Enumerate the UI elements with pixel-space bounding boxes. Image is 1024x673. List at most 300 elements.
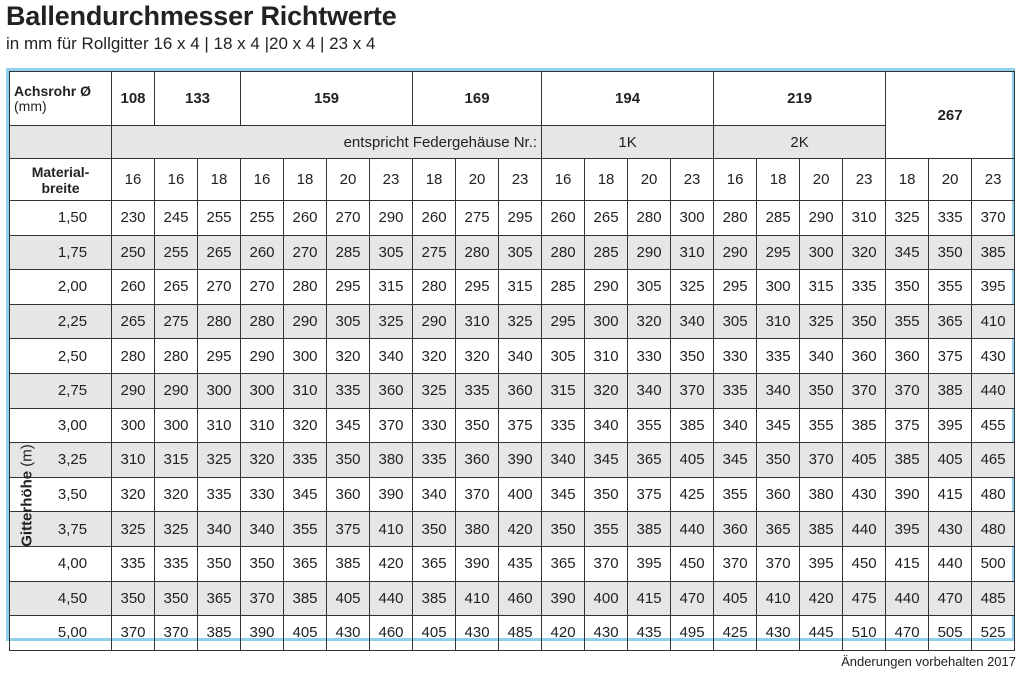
value-cell: 290 — [628, 235, 671, 270]
value-cell: 390 — [886, 477, 929, 512]
value-cell: 420 — [800, 581, 843, 616]
diameter-194: 194 — [542, 72, 714, 126]
value-cell: 375 — [628, 477, 671, 512]
housing-2k: 2K — [714, 126, 886, 159]
side-label — [19, 426, 36, 566]
value-cell: 320 — [284, 408, 327, 443]
footer-note: Änderungen vorbehalten 2017 — [841, 654, 1016, 669]
value-cell: 355 — [585, 512, 628, 547]
value-cell: 335 — [757, 339, 800, 374]
value-cell: 405 — [671, 443, 714, 478]
height-cell: 3,50 — [10, 477, 112, 512]
value-cell: 440 — [972, 373, 1015, 408]
value-cell: 310 — [843, 201, 886, 236]
value-cell: 415 — [886, 546, 929, 581]
value-cell: 310 — [241, 408, 284, 443]
value-cell: 495 — [671, 616, 714, 651]
table-row — [10, 373, 1015, 408]
value-cell: 450 — [843, 546, 886, 581]
material-label-2: breite — [41, 179, 80, 196]
value-cell: 485 — [499, 616, 542, 651]
value-cell: 450 — [671, 546, 714, 581]
value-cell: 295 — [757, 235, 800, 270]
value-cell: 350 — [456, 408, 499, 443]
value-cell: 300 — [155, 408, 198, 443]
value-cell: 320 — [112, 477, 155, 512]
table-row — [10, 235, 1015, 270]
height-cell: 3,25 — [10, 443, 112, 478]
value-cell: 440 — [843, 512, 886, 547]
value-cell: 300 — [112, 408, 155, 443]
value-cell: 350 — [843, 304, 886, 339]
width-cell: 18 — [198, 159, 241, 201]
value-cell: 335 — [413, 443, 456, 478]
value-cell: 320 — [155, 477, 198, 512]
value-cell: 335 — [112, 546, 155, 581]
header-row-housing — [10, 126, 1015, 159]
value-cell: 260 — [542, 201, 585, 236]
width-cell: 16 — [542, 159, 585, 201]
value-cell: 320 — [413, 339, 456, 374]
value-cell: 430 — [929, 512, 972, 547]
value-cell: 385 — [327, 546, 370, 581]
value-cell: 340 — [370, 339, 413, 374]
value-cell: 325 — [155, 512, 198, 547]
header-row-diameter — [10, 72, 1015, 126]
value-cell: 320 — [241, 443, 284, 478]
value-cell: 260 — [241, 235, 284, 270]
value-cell: 355 — [714, 477, 757, 512]
width-cell: 20 — [327, 159, 370, 201]
value-cell: 275 — [155, 304, 198, 339]
value-cell: 380 — [370, 443, 413, 478]
value-cell: 305 — [542, 339, 585, 374]
value-cell: 300 — [284, 339, 327, 374]
value-cell: 370 — [456, 477, 499, 512]
value-cell: 305 — [628, 270, 671, 305]
value-cell: 370 — [886, 373, 929, 408]
value-cell: 275 — [456, 201, 499, 236]
width-cell: 16 — [155, 159, 198, 201]
value-cell: 360 — [456, 443, 499, 478]
value-cell: 325 — [499, 304, 542, 339]
value-cell: 440 — [929, 546, 972, 581]
value-cell: 315 — [155, 443, 198, 478]
value-cell: 345 — [585, 443, 628, 478]
value-cell: 395 — [929, 408, 972, 443]
value-cell: 350 — [800, 373, 843, 408]
value-cell: 480 — [972, 512, 1015, 547]
value-cell: 475 — [843, 581, 886, 616]
height-cell: 2,25 — [10, 304, 112, 339]
value-cell: 280 — [155, 339, 198, 374]
value-cell: 345 — [714, 443, 757, 478]
value-cell: 465 — [972, 443, 1015, 478]
value-cell: 350 — [585, 477, 628, 512]
height-cell: 2,50 — [10, 339, 112, 374]
value-cell: 320 — [843, 235, 886, 270]
value-cell: 295 — [499, 201, 542, 236]
value-cell: 365 — [757, 512, 800, 547]
corner-label: Achsrohr Ø — [14, 82, 92, 99]
side-label-text: Gitterhöhe — [18, 470, 36, 547]
height-cell: 3,75 — [10, 512, 112, 547]
value-cell: 290 — [112, 373, 155, 408]
value-cell: 300 — [241, 373, 284, 408]
value-cell: 280 — [241, 304, 284, 339]
value-cell: 310 — [112, 443, 155, 478]
value-cell: 335 — [155, 546, 198, 581]
value-cell: 375 — [886, 408, 929, 443]
value-cell: 435 — [499, 546, 542, 581]
value-cell: 280 — [413, 270, 456, 305]
height-cell: 1,75 — [10, 235, 112, 270]
value-cell: 305 — [499, 235, 542, 270]
housing-label: entspricht Federgehäuse Nr.: — [112, 126, 542, 159]
value-cell: 410 — [370, 512, 413, 547]
value-cell: 285 — [542, 270, 585, 305]
value-cell: 310 — [456, 304, 499, 339]
value-cell: 290 — [585, 270, 628, 305]
value-cell: 345 — [542, 477, 585, 512]
value-cell: 335 — [456, 373, 499, 408]
value-cell: 330 — [628, 339, 671, 374]
page-title: Ballendurchmesser Richtwerte — [6, 1, 397, 31]
value-cell: 350 — [155, 581, 198, 616]
value-cell: 360 — [757, 477, 800, 512]
table-row — [10, 201, 1015, 236]
value-cell: 430 — [327, 616, 370, 651]
value-cell: 365 — [413, 546, 456, 581]
value-cell: 400 — [499, 477, 542, 512]
value-cell: 470 — [671, 581, 714, 616]
value-cell: 370 — [714, 546, 757, 581]
value-cell: 265 — [198, 235, 241, 270]
value-cell: 385 — [284, 581, 327, 616]
value-cell: 280 — [112, 339, 155, 374]
value-cell: 415 — [628, 581, 671, 616]
value-cell: 340 — [499, 339, 542, 374]
value-cell: 390 — [370, 477, 413, 512]
value-cell: 410 — [757, 581, 800, 616]
value-cell: 510 — [843, 616, 886, 651]
value-cell: 410 — [456, 581, 499, 616]
value-cell: 325 — [886, 201, 929, 236]
value-cell: 385 — [671, 408, 714, 443]
value-cell: 325 — [671, 270, 714, 305]
value-cell: 360 — [499, 373, 542, 408]
height-cell: 4,50 — [10, 581, 112, 616]
value-cell: 290 — [800, 201, 843, 236]
value-cell: 335 — [284, 443, 327, 478]
value-cell: 340 — [542, 443, 585, 478]
value-cell: 335 — [714, 373, 757, 408]
value-cell: 390 — [241, 616, 284, 651]
value-cell: 340 — [671, 304, 714, 339]
width-cell: 23 — [671, 159, 714, 201]
diameter-133: 133 — [155, 72, 241, 126]
value-cell: 430 — [456, 616, 499, 651]
value-cell: 340 — [241, 512, 284, 547]
width-cell: 18 — [284, 159, 327, 201]
value-cell: 425 — [714, 616, 757, 651]
value-cell: 395 — [628, 546, 671, 581]
value-cell: 260 — [112, 270, 155, 305]
value-cell: 400 — [585, 581, 628, 616]
value-cell: 345 — [886, 235, 929, 270]
value-cell: 385 — [972, 235, 1015, 270]
value-cell: 290 — [413, 304, 456, 339]
value-cell: 390 — [499, 443, 542, 478]
table-frame — [6, 68, 1015, 641]
value-cell: 405 — [843, 443, 886, 478]
value-cell: 245 — [155, 201, 198, 236]
value-cell: 370 — [155, 616, 198, 651]
value-cell: 350 — [198, 546, 241, 581]
width-cell: 20 — [628, 159, 671, 201]
corner-cell — [10, 72, 112, 126]
material-width-label — [10, 159, 112, 201]
value-cell: 345 — [284, 477, 327, 512]
value-cell: 290 — [155, 373, 198, 408]
height-cell: 4,00 — [10, 546, 112, 581]
value-cell: 290 — [714, 235, 757, 270]
width-cell: 18 — [886, 159, 929, 201]
value-cell: 440 — [671, 512, 714, 547]
value-cell: 355 — [800, 408, 843, 443]
value-cell: 385 — [198, 616, 241, 651]
value-cell: 390 — [456, 546, 499, 581]
value-cell: 325 — [370, 304, 413, 339]
width-cell: 20 — [929, 159, 972, 201]
value-cell: 295 — [542, 304, 585, 339]
value-cell: 355 — [886, 304, 929, 339]
value-cell: 395 — [886, 512, 929, 547]
value-cell: 260 — [284, 201, 327, 236]
housing-corner — [10, 126, 112, 159]
value-cell: 460 — [499, 581, 542, 616]
header-row-width — [10, 159, 1015, 201]
width-cell: 18 — [757, 159, 800, 201]
value-cell: 310 — [671, 235, 714, 270]
value-cell: 295 — [327, 270, 370, 305]
value-cell: 380 — [456, 512, 499, 547]
value-cell: 310 — [757, 304, 800, 339]
value-cell: 375 — [327, 512, 370, 547]
value-cell: 500 — [972, 546, 1015, 581]
value-cell: 350 — [757, 443, 800, 478]
value-cell: 305 — [327, 304, 370, 339]
value-cell: 255 — [241, 201, 284, 236]
value-cell: 335 — [542, 408, 585, 443]
value-cell: 385 — [628, 512, 671, 547]
value-cell: 365 — [542, 546, 585, 581]
value-cell: 255 — [155, 235, 198, 270]
value-cell: 340 — [198, 512, 241, 547]
value-cell: 320 — [456, 339, 499, 374]
value-cell: 335 — [327, 373, 370, 408]
value-cell: 350 — [929, 235, 972, 270]
value-cell: 300 — [585, 304, 628, 339]
value-cell: 310 — [284, 373, 327, 408]
value-cell: 355 — [929, 270, 972, 305]
value-cell: 325 — [800, 304, 843, 339]
value-cell: 270 — [198, 270, 241, 305]
value-cell: 290 — [241, 339, 284, 374]
value-cell: 310 — [585, 339, 628, 374]
value-cell: 340 — [585, 408, 628, 443]
width-cell: 18 — [585, 159, 628, 201]
value-cell: 365 — [284, 546, 327, 581]
value-cell: 375 — [929, 339, 972, 374]
value-cell: 370 — [843, 373, 886, 408]
value-cell: 270 — [284, 235, 327, 270]
value-cell: 395 — [972, 270, 1015, 305]
table-row — [10, 408, 1015, 443]
value-cell: 470 — [929, 581, 972, 616]
value-cell: 260 — [413, 201, 456, 236]
value-cell: 480 — [972, 477, 1015, 512]
value-cell: 430 — [843, 477, 886, 512]
value-cell: 295 — [456, 270, 499, 305]
value-cell: 360 — [370, 373, 413, 408]
value-cell: 315 — [370, 270, 413, 305]
value-cell: 300 — [198, 373, 241, 408]
value-cell: 410 — [972, 304, 1015, 339]
value-cell: 430 — [972, 339, 1015, 374]
value-cell: 350 — [327, 443, 370, 478]
value-cell: 350 — [413, 512, 456, 547]
value-cell: 365 — [628, 443, 671, 478]
value-cell: 370 — [757, 546, 800, 581]
value-cell: 330 — [714, 339, 757, 374]
value-cell: 430 — [585, 616, 628, 651]
value-cell: 485 — [972, 581, 1015, 616]
value-cell: 370 — [112, 616, 155, 651]
value-cell: 460 — [370, 616, 413, 651]
value-cell: 385 — [843, 408, 886, 443]
value-cell: 320 — [327, 339, 370, 374]
value-cell: 355 — [284, 512, 327, 547]
value-cell: 285 — [757, 201, 800, 236]
data-table — [9, 71, 1015, 651]
value-cell: 230 — [112, 201, 155, 236]
value-cell: 360 — [843, 339, 886, 374]
width-cell: 23 — [370, 159, 413, 201]
value-cell: 455 — [972, 408, 1015, 443]
width-cell: 16 — [241, 159, 284, 201]
value-cell: 345 — [757, 408, 800, 443]
value-cell: 370 — [585, 546, 628, 581]
value-cell: 310 — [198, 408, 241, 443]
value-cell: 420 — [542, 616, 585, 651]
value-cell: 275 — [413, 235, 456, 270]
value-cell: 270 — [241, 270, 284, 305]
table-row — [10, 581, 1015, 616]
width-cell: 16 — [112, 159, 155, 201]
table-row — [10, 546, 1015, 581]
value-cell: 265 — [155, 270, 198, 305]
width-cell: 16 — [714, 159, 757, 201]
value-cell: 420 — [370, 546, 413, 581]
width-cell: 20 — [456, 159, 499, 201]
value-cell: 360 — [714, 512, 757, 547]
value-cell: 525 — [972, 616, 1015, 651]
value-cell: 385 — [929, 373, 972, 408]
table-row — [10, 304, 1015, 339]
table-row — [10, 477, 1015, 512]
value-cell: 280 — [456, 235, 499, 270]
value-cell: 320 — [628, 304, 671, 339]
value-cell: 350 — [671, 339, 714, 374]
value-cell: 405 — [327, 581, 370, 616]
value-cell: 350 — [241, 546, 284, 581]
page-subtitle: in mm für Rollgitter 16 x 4 | 18 x 4 |20 x 4 | 23 x 4 — [6, 34, 376, 53]
value-cell: 350 — [112, 581, 155, 616]
width-cell: 20 — [800, 159, 843, 201]
side-label-unit: (m) — [18, 444, 36, 467]
value-cell: 340 — [714, 408, 757, 443]
value-cell: 280 — [628, 201, 671, 236]
width-cell: 23 — [499, 159, 542, 201]
value-cell: 255 — [198, 201, 241, 236]
value-cell: 390 — [542, 581, 585, 616]
value-cell: 285 — [327, 235, 370, 270]
value-cell: 280 — [198, 304, 241, 339]
value-cell: 425 — [671, 477, 714, 512]
value-cell: 265 — [585, 201, 628, 236]
value-cell: 300 — [671, 201, 714, 236]
value-cell: 350 — [886, 270, 929, 305]
height-cell: 2,75 — [10, 373, 112, 408]
value-cell: 340 — [628, 373, 671, 408]
value-cell: 395 — [800, 546, 843, 581]
material-label-1: Material- — [31, 163, 90, 180]
value-cell: 405 — [714, 581, 757, 616]
value-cell: 280 — [542, 235, 585, 270]
value-cell: 470 — [886, 616, 929, 651]
value-cell: 440 — [886, 581, 929, 616]
value-cell: 350 — [542, 512, 585, 547]
value-cell: 375 — [499, 408, 542, 443]
value-cell: 405 — [284, 616, 327, 651]
value-cell: 320 — [585, 373, 628, 408]
value-cell: 330 — [413, 408, 456, 443]
diameter-267: 267 — [886, 72, 1015, 159]
value-cell: 290 — [284, 304, 327, 339]
value-cell: 280 — [714, 201, 757, 236]
value-cell: 370 — [800, 443, 843, 478]
height-cell: 5,00 — [10, 616, 112, 651]
value-cell: 385 — [886, 443, 929, 478]
value-cell: 405 — [929, 443, 972, 478]
width-cell: 18 — [413, 159, 456, 201]
value-cell: 385 — [800, 512, 843, 547]
corner-unit: (mm) — [14, 97, 47, 114]
width-cell: 23 — [843, 159, 886, 201]
value-cell: 385 — [413, 581, 456, 616]
value-cell: 285 — [585, 235, 628, 270]
value-cell: 325 — [413, 373, 456, 408]
value-cell: 440 — [370, 581, 413, 616]
value-cell: 405 — [413, 616, 456, 651]
width-cell: 23 — [972, 159, 1015, 201]
value-cell: 415 — [929, 477, 972, 512]
value-cell: 305 — [714, 304, 757, 339]
value-cell: 355 — [628, 408, 671, 443]
height-cell: 3,00 — [10, 408, 112, 443]
value-cell: 370 — [370, 408, 413, 443]
